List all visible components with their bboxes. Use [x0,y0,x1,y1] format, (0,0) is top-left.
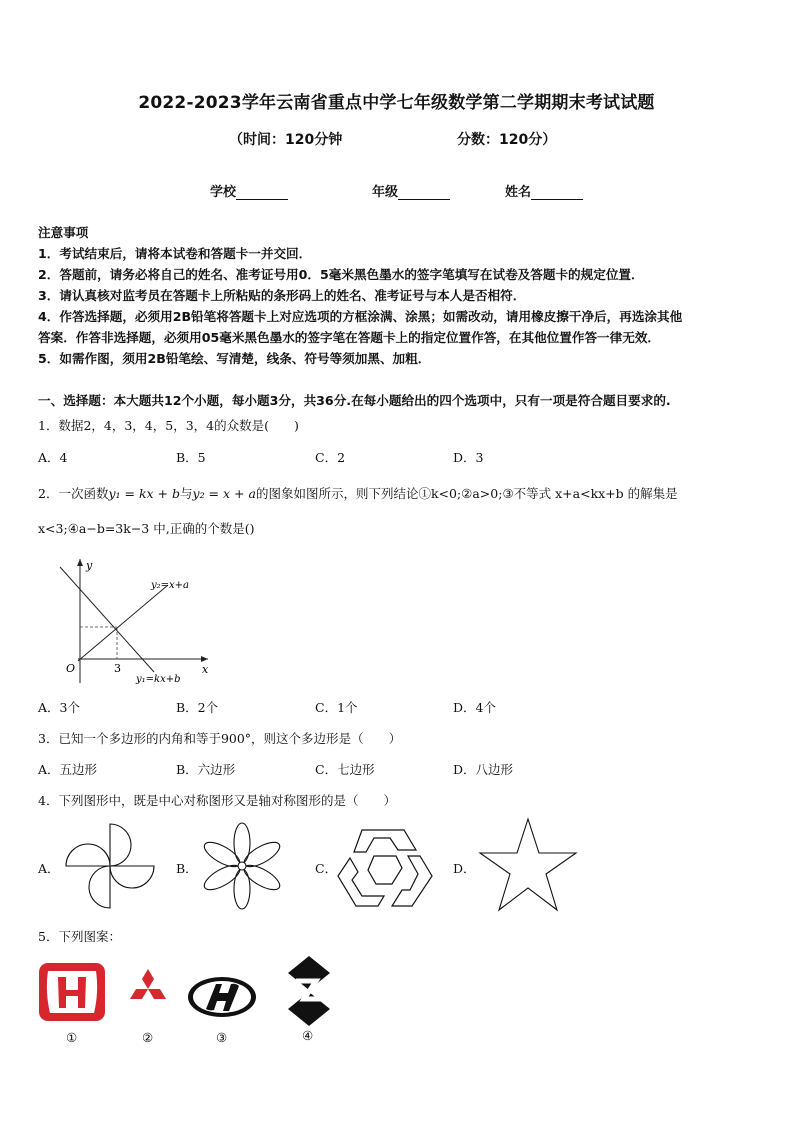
origin-label: O [66,662,76,675]
star-figure[interactable] [476,816,580,914]
exam-score: 分数：120分） [457,132,557,148]
notice-item: 答案．作答非选择题，必须用05毫米黑色墨水的签字笔在答题卡上的指定位置作答，在其他位置作答一律无效． [38,330,661,345]
notice-item: 1．考试结束后，请将本试卷和答题卡一并交回． [38,246,312,261]
q2-option-c[interactable]: C．1个 [315,700,358,715]
recycle-figure[interactable] [336,822,434,910]
question-4-stem: 4．下列图形中，既是中心对称图形又是轴对称图形的是（ ） [38,793,396,808]
q5-label-1: ① [66,1030,78,1045]
q2-y2-formula: y₂ = x + a [192,486,256,501]
q1-option-b[interactable]: B．5 [176,450,206,465]
q2-stem-mid: 与 [180,486,193,501]
x-tick-label: 3 [114,662,121,675]
name-field[interactable] [505,181,583,200]
grade-field[interactable] [372,181,450,200]
question-5-stem: 5．下列图案： [38,929,121,944]
q2-stem-suffix: 的图象如图所示，则下列结论①k<0;②a>0;③不等式 x+a<kx+b 的解集是 [255,486,678,501]
q2-option-a[interactable]: A．3个 [38,700,80,715]
name-label: 姓名 [505,185,532,200]
q1-option-a[interactable]: A．4 [38,450,68,465]
question-3-stem: 3．已知一个多边形的内角和等于900°，则这个多边形是（ ） [38,731,402,746]
line-y1 [60,567,154,672]
q2-stem-prefix: 2．一次函数 [38,486,109,501]
mitsubishi-logo-icon[interactable] [126,968,170,1010]
q5-label-2: ② [142,1030,154,1045]
q2-function-graph [48,555,223,690]
notice-item: 5．如需作图，须用2B铅笔绘、写清楚，线条、符号等须加黑、加粗． [38,351,431,366]
flower-figure[interactable] [198,818,286,914]
grade-blank[interactable] [398,185,450,200]
x-axis-arrow [201,656,208,662]
notice-item: 2．答题前，请务必将自己的姓名、准考证号用0．5毫米黑色墨水的签字笔填写在试卷及答题卡的规定位置． [38,267,644,282]
q2-y1-formula: y₁ = kx + b [108,486,180,501]
question-2-stem-line2: x<3;④a−b=3k−3 中,正确的个数是() [38,521,255,536]
q5-label-4: ④ [302,1028,314,1043]
school-field[interactable] [210,181,288,200]
q3-option-d[interactable]: D．八边形 [453,762,514,777]
name-blank[interactable] [531,185,583,200]
y1-line-label: y₁=kx+b [136,674,181,685]
notice-heading: 注意事项 [38,225,89,240]
q4-option-c-label[interactable]: C． [315,861,338,876]
q2-option-b[interactable]: B．2个 [176,700,219,715]
q5-label-3: ③ [216,1030,228,1045]
q3-option-b[interactable]: B．六边形 [176,762,236,777]
x-axis-label: x [202,663,209,676]
y-axis-label: y [86,559,93,572]
section-heading: 一、选择题：本大题共12个小题，每小题3分，共36分.在每小题给出的四个选项中，只有一项是符合题目要求的. [38,393,671,408]
honda-logo-icon[interactable] [38,962,106,1022]
school-blank[interactable] [236,185,288,200]
line-y2 [78,585,168,661]
q3-option-a[interactable]: A．五边形 [38,762,98,777]
q4-option-d-label[interactable]: D． [453,861,476,876]
school-label: 学校 [210,185,237,200]
page-title: 2022-2023学年云南省重点中学七年级数学第二学期期末考试试题 [138,93,655,113]
q4-option-b-label[interactable]: B． [176,861,198,876]
q2-option-d[interactable]: D．4个 [453,700,496,715]
notice-item: 3．请认真核对监考员在答题卡上所粘贴的条形码上的姓名、准考证号与本人是否相符． [38,288,526,303]
question-1-stem: 1．数据2，4，3，4，5，3，4的众数是( ) [38,418,299,433]
q1-option-d[interactable]: D．3 [453,450,484,465]
q4-option-a-label[interactable]: A． [38,861,60,876]
pinwheel-figure[interactable] [62,820,158,912]
hyundai-logo-icon[interactable] [186,975,258,1019]
y2-line-label: y₂=x+a [151,580,190,591]
q3-option-c[interactable]: C．七边形 [315,762,375,777]
question-2-stem [38,484,678,502]
diamond-s-logo-icon[interactable] [284,955,334,1027]
notice-item: 4．作答选择题，必须用2B铅笔将答题卡上对应选项的方框涂满、涂黑；如需改动，请用橡皮擦干净后，再选涂其他 [38,309,683,324]
exam-time: （时间：120分钟 [229,132,343,148]
q1-option-c[interactable]: C．2 [315,450,346,465]
grade-label: 年级 [372,185,399,200]
y-axis-arrow [77,559,83,566]
